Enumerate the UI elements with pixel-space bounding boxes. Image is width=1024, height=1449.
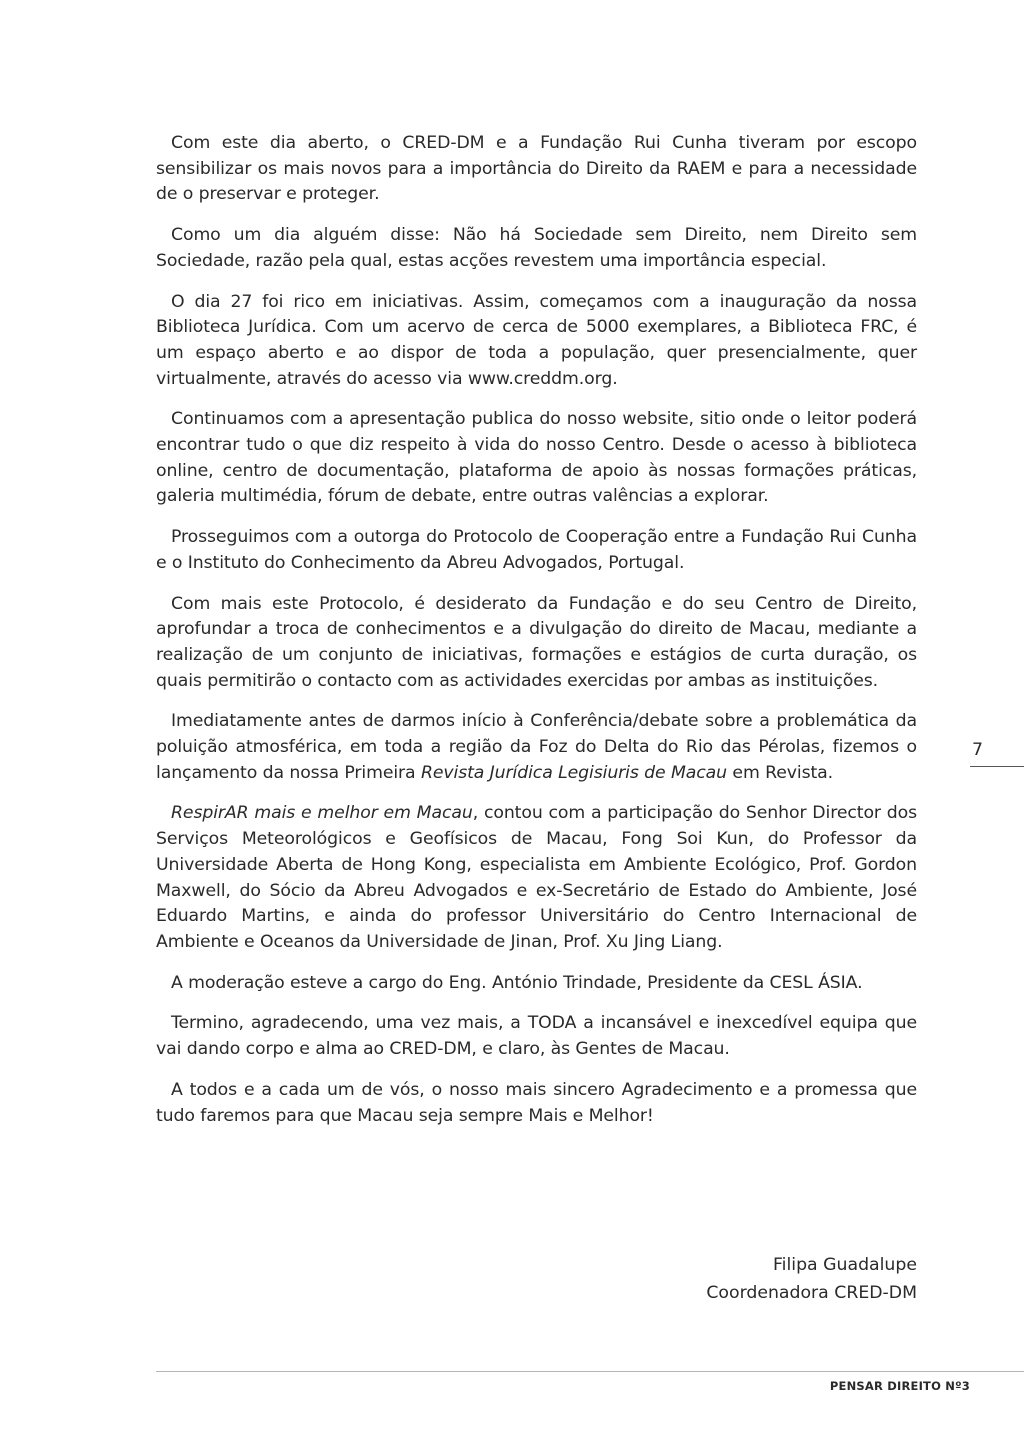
paragraph-text: Termino, agradecendo, uma vez mais, a TODA a incansável e inexcedível equipa que vai dando corpo e alma ao CRED-DM, e claro, às Gentes de Macau. xyxy=(156,1013,917,1060)
footer-divider xyxy=(156,1371,1024,1372)
paragraph-text: Com mais este Protocolo, é desiderato da Fundação e do seu Centro de Direito, aprofundar a troca de conhecimentos e a divulgação do direito de Macau, mediante a realização de um conjunto de iniciativas, formações e estágios de curta duração, os quais permitirão o contacto com as actividades exercidas por ambas as instituições. xyxy=(156,593,917,691)
paragraph-text: A moderação esteve a cargo do Eng. António Trindade, Presidente da CESL ÁSIA. xyxy=(171,972,863,993)
journal-title: Revista Jurídica Legisiuris de Macau xyxy=(420,762,728,783)
article-body xyxy=(156,131,917,1144)
paragraph-1 xyxy=(156,131,917,208)
page-number: 7 xyxy=(972,740,983,760)
page-number-divider xyxy=(970,766,1024,767)
signature-role: Coordenadora CRED-DM xyxy=(706,1283,917,1303)
paragraph-9 xyxy=(156,971,917,997)
paragraph-4 xyxy=(156,407,917,510)
paragraph-7 xyxy=(156,709,917,786)
paragraph-text: Como um dia alguém disse: Não há Sociedade sem Direito, nem Direito sem Sociedade, razão pela qual, estas acções revestem uma importância especial. xyxy=(156,225,917,271)
paragraph-6 xyxy=(156,592,917,695)
paragraph-3 xyxy=(156,290,917,393)
footer-publication-title: PENSAR DIREITO Nº3 xyxy=(829,1379,970,1393)
paragraph-11 xyxy=(156,1078,917,1129)
paragraph-text: A todos e a cada um de vós, o nosso mais sincero Agradecimento e a promessa que tudo faremos para que Macau seja sempre Mais e Melhor! xyxy=(156,1079,917,1126)
paragraph-text: Prosseguimos com a outorga do Protocolo de Cooperação entre a Fundação Rui Cunha e o Instituto do Conhecimento da Abreu Advogados, Portugal. xyxy=(156,527,917,573)
paragraph-text: em Revista. xyxy=(727,762,834,783)
paragraph-text: Com este dia aberto, o CRED-DM e a Fundação Rui Cunha tiveram por escopo sensibilizar os mais novos para a importância do Direito da RAEM e para a necessidade de o preservar e proteger. xyxy=(156,133,917,205)
paragraph-5 xyxy=(156,525,917,576)
signature-name: Filipa Guadalupe xyxy=(773,1255,917,1275)
paragraph-text: , contou com a participação do Senhor Director dos Serviços Meteorológicos e Geofísicos de Macau, Fong Soi Kun, do Professor da Universidade Aberta de Hong Kong, especialista em Ambiente Ecológico, Prof. Gordon Maxwell, do Sócio da Abreu Advogados e ex-Secretário de Estado do Ambiente, José Eduardo Martins, e ainda do professor Universitário do Centro Internacional de Ambiente e Oceanos da Universidade de Jinan, Prof. Xu Jing Liang. xyxy=(156,803,918,952)
signature-block xyxy=(706,1251,917,1307)
conference-title: RespirAR mais e melhor em Macau xyxy=(171,803,473,824)
paragraph-text: Imediatamente antes de darmos início à Conferência/debate sobre a problemática da poluição atmosférica, em toda a região da Foz do Delta do Rio das Pérolas, fizemos o lançamento da nossa Primeira xyxy=(156,711,917,783)
paragraph-8 xyxy=(156,801,917,955)
paragraph-10 xyxy=(156,1011,917,1062)
paragraph-2 xyxy=(156,223,917,274)
paragraph-text: O dia 27 foi rico em iniciativas. Assim, começamos com a inauguração da nossa Biblioteca Jurídica. Com um acervo de cerca de 5000 exemplares, a Biblioteca FRC, é um espaço aberto e ao dispor de toda a população, quer presencialmente, quer virtualmente, através do acesso via www.creddm.org. xyxy=(156,291,917,389)
paragraph-text: Continuamos com a apresentação publica do nosso website, sitio onde o leitor poderá encontrar tudo o que diz respeito à vida do nosso Centro. Desde o acesso à biblioteca online, centro de documentação, plataforma de apoio às nossas formações práticas, galeria multimédia, fórum de debate, entre outras valências a explorar. xyxy=(156,409,917,507)
